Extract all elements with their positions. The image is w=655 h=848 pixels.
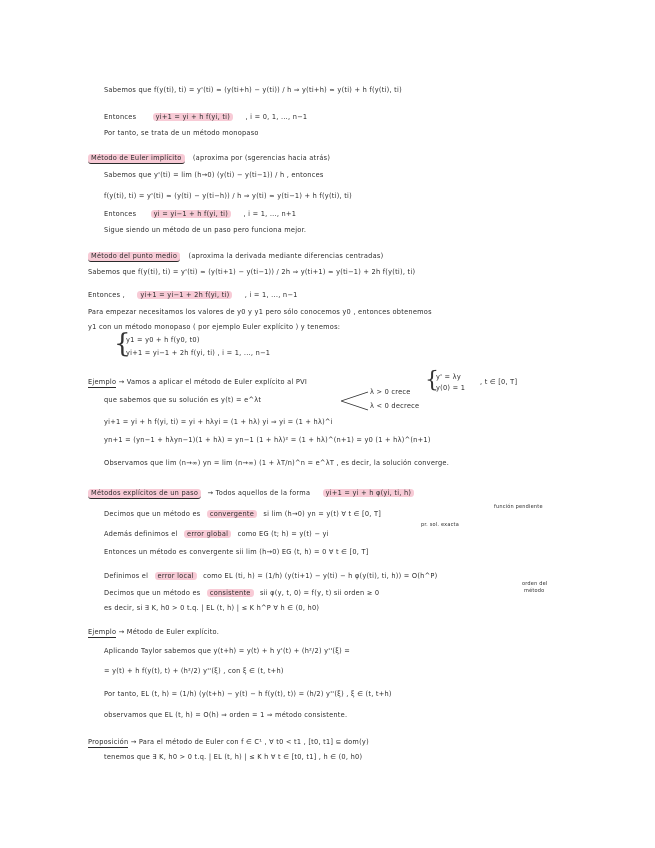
annotation-metodo: método [524,588,545,594]
highlight-general-form: yi+1 = yi + h φ(yi, ti, h) [323,489,415,497]
annotation-orden-del: orden del [522,581,548,587]
line-example-solution: que sabemos que su solución es y(t) = e^λt [104,396,262,404]
label-ejemplo-2: Ejemplo [88,628,117,636]
heading-euler-implicito: Método de Euler implícito (aproxima por (sgerencias hacia atrás) [88,154,330,163]
case-decrece: λ < 0 decrece [370,402,420,410]
line-implicit-formula: Entonces yi = yi−1 + h f(yi, ti) , i = 1, ..., n+1 [104,210,297,218]
line-taylor-expansion-2: = y(t) + h f(y(t), t) + (h²/2) y''(ξ) , con ξ ∈ (t, t+h) [104,667,284,675]
line-implicit-limit: Sabemos que y'(ti) = lim (h→0) (y(ti) − y(ti−1)) / h , entonces [104,171,324,179]
highlight-consistente: consistente [207,589,254,597]
line-monopaso: Por tanto, se trata de un método monopaso [104,129,259,137]
line-midpoint-start: Para empezar necesitamos los valores de y0 y y1 pero sólo conocemos y0 , entonces obtenemos [88,308,432,316]
pvi-eq-2: y(0) = 1 [436,384,466,392]
fork-lines [341,390,369,412]
pvi-domain: , t ∈ [0, T] [480,378,518,386]
pvi-brace: { [425,368,439,393]
line-example-iter: yi+1 = yi + h f(yi, ti) = yi + hλyi = (1 + hλ) yi ⇒ yi = (1 + hλ)^i [104,418,333,426]
annotation-sol-exacta: pr. sol. exacta [421,522,459,528]
line-proposicion: Proposición → Para el método de Euler con f ∈ C¹ , ∀ t0 < t1 , [t0, t1] ⊆ dom(y) [88,738,369,746]
section-title-punto-medio: Método del punto medio [88,252,180,262]
line-midpoint-formula: Entonces , yi+1 = yi−1 + 2h f(yi, ti) , i = 1, ..., n−1 [88,291,298,299]
heading-explicitos-un-paso: Métodos explícitos de un paso → Todos aquellos de la forma yi+1 = yi + h φ(yi, ti, h) [88,489,414,498]
line-taylor-expansion: Aplicando Taylor sabemos que y(t+h) = y(t) + h y'(t) + (h²/2) y''(ξ) = [104,647,351,655]
line-convergente-sii: Entonces un método es convergente sii lim (h→0) EG (t, h) = 0 ∀ t ∈ [0, T] [104,548,369,556]
highlight-error-local: error local [155,572,197,580]
line-error-local: Definimos el error local como EL (ti, h) = (1/h) (y(ti+1) − y(ti) − h φ(y(ti), ti, h)) = O(h^P) [104,572,438,580]
line-midpoint-approx: Sabemos que f(y(ti), ti) = y'(ti) ≈ (y(ti+1) − y(ti−1)) / 2h ⇒ y(ti+1) ≈ y(ti−1) + 2h f(y(ti), ti) [88,268,416,276]
label-proposicion: Proposición [88,738,129,746]
highlight-convergente: convergente [207,510,257,518]
highlight-error-global: error global [184,530,231,538]
highlight-explicit-formula: yi+1 = yi + h f(yi, ti) [153,113,233,121]
line-consistente-sii: es decir, si ∃ K, h0 > 0 t.q. | EL (t, h) | ≤ K h^P ∀ h ∈ (0, h0) [104,604,320,612]
highlight-midpoint-formula: yi+1 = yi−1 + 2h f(yi, ti) [137,291,232,299]
line-error-global: Además definimos el error global como EG (t; h) = y(t) − yi [104,530,329,538]
annotation-funcion-pendiente: función pendiente [494,504,543,510]
line-midpoint-start-2: y1 con un método monopaso ( por ejemplo Euler explícito ) y tenemos: [88,323,341,331]
line-euler-explicit-formula: Entonces yi+1 = yi + h f(yi, ti) , i = 0, 1, ..., n−1 [104,113,308,121]
line-example-iter-2: yn+1 = (yn−1 + hλyn−1)(1 + hλ) = yn−1 (1 + hλ)² = (1 + hλ)^(n+1) = y0 (1 + hλ)^(n+1) [104,436,431,444]
system-brace: { [114,329,131,359]
highlight-implicit-formula: yi = yi−1 + h f(yi, ti) [151,210,231,218]
line-proposicion-2: tenemos que ∃ K, h0 > 0 t.q. | EL (t, h) | ≤ K h ∀ t ∈ [t0, t1] , h ∈ (0, h0) [104,753,363,761]
heading-punto-medio: Método del punto medio (aproxima la derivada mediante diferencias centradas) [88,252,383,261]
label-ejemplo: Ejemplo [88,378,117,386]
line-implicit-approx: f(y(ti), ti) = y'(ti) ≈ (y(ti) − y(ti−h)) / h ⇒ y(ti) ≈ y(ti−1) + h f(y(ti), ti) [104,192,352,200]
line-local-error-euler: Por tanto, EL (t, h) = (1/h) (y(t+h) − y(t) − h f(y(t), t)) = (h/2) y''(ξ) , ξ ∈ (t, t+h) [104,690,392,698]
line-taylor-deriv: Sabemos que f(y(ti), ti) = y'(ti) ≈ (y(ti+h) − y(ti)) / h ⇒ y(ti+h) ≈ y(ti) + h f(y(ti), ti) [104,86,402,94]
line-example-pvi: Ejemplo → Vamos a aplicar el método de Euler explícito al PVI [88,378,308,386]
pvi-eq-1: y' = λy [436,373,461,381]
line-orden-1: observamos que EL (t, h) = O(h) ⇒ orden = 1 ⇒ método consistente. [104,711,348,719]
case-crece: λ > 0 crece [370,388,411,396]
line-consistente-def: Decimos que un método es consistente sii φ(y, t, 0) = f(y, t) sii orden ≥ 0 [104,589,380,597]
section-title-explicitos: Métodos explícitos de un paso [88,489,201,499]
line-example-limit: Observamos que lim (n→∞) yn = lim (n→∞) (1 + λT/n)^n = e^λT , es decir, la solución converge. [104,459,450,467]
line-convergente-def: Decimos que un método es convergente si lim (h→0) yn = y(t) ∀ t ∈ [0, T] [104,510,382,518]
system-eq-2: yi+1 = yi−1 + 2h f(yi, ti) , i = 1, ..., n−1 [126,349,271,357]
section-title-euler-implicito: Método de Euler implícito [88,154,185,164]
system-eq-1: y1 = y0 + h f(y0, t0) [126,336,200,344]
line-implicit-note: Sigue siendo un método de un paso pero funciona mejor. [104,226,307,234]
line-example-euler: Ejemplo → Método de Euler explícito. [88,628,220,636]
